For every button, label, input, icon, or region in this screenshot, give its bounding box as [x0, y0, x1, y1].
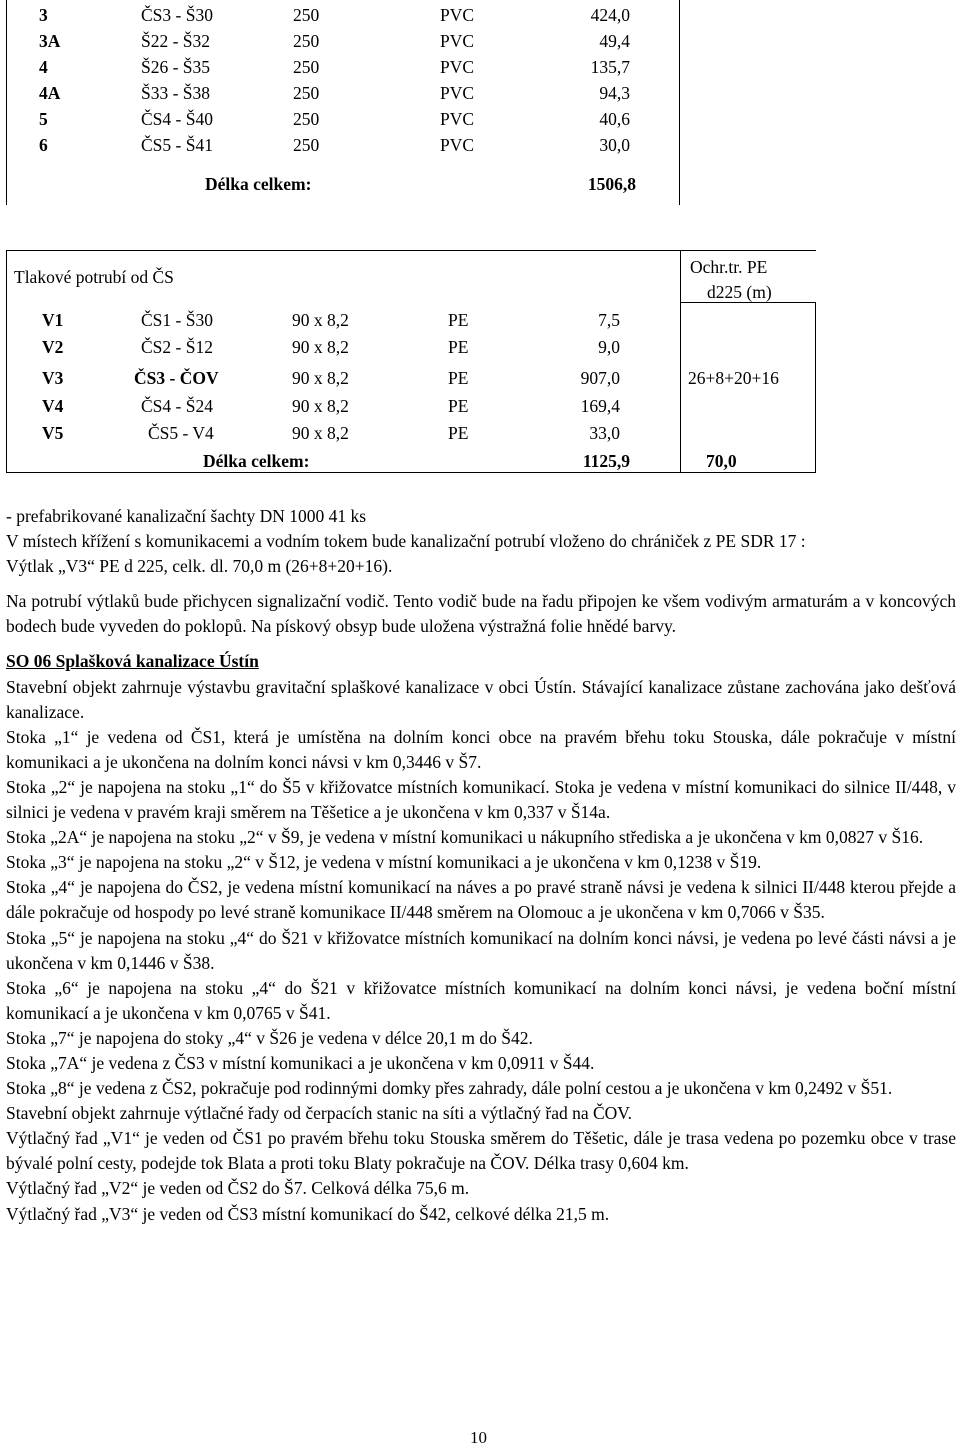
row-dn: 250: [293, 31, 320, 51]
row-id: 3: [39, 5, 48, 25]
row-section: ČS3 - ČOV: [134, 368, 219, 388]
row-material: PE: [448, 337, 469, 357]
row-length: 30,0: [599, 135, 630, 155]
row-id: 5: [39, 109, 48, 129]
row-material: PVC: [440, 83, 475, 103]
table-border-top: [6, 250, 816, 251]
row-dim: 90 x 8,2: [292, 368, 349, 388]
table-column-divider: [680, 250, 681, 472]
paragraph: Stoka „7A“ je vedena z ČS3 v místní komunikaci a je ukončena v km 0,0911 v Š44.: [6, 1052, 595, 1073]
paragraph: Výtlačný řad „V3“ je veden od ČS3 místní komunikací do Š42, celkové délka 21,5 m.: [6, 1203, 610, 1224]
row-section: ČS3 - Š30: [141, 5, 213, 25]
row-dn: 250: [293, 109, 320, 129]
row-id: V4: [42, 396, 64, 416]
row-id: V3: [42, 368, 64, 388]
row-dim: 90 x 8,2: [292, 396, 349, 416]
row-length: 907,0: [580, 368, 620, 388]
row-section: ČS4 - Š24: [141, 396, 213, 416]
row-id: V1: [42, 310, 64, 330]
row-section: ČS5 - Š41: [141, 135, 213, 155]
total-value: 1125,9: [582, 451, 630, 471]
row-id: V2: [42, 337, 64, 357]
row-dim: 90 x 8,2: [292, 310, 349, 330]
paragraph: Stoka „5“ je napojena na stoku „4“ do Š21 v křižovatce místních komunikací na dolním konci návsi, je vedena po levé části návsi a je ukončena v km 0,1446 v Š38.: [6, 927, 956, 973]
row-dn: 250: [293, 57, 320, 77]
table-border-bottom: [6, 472, 816, 473]
row-length: 7,5: [598, 310, 620, 330]
paragraph: Stavební objekt zahrnuje výtlačné řady od čerpacích stanic na síti a výtlačný řad na ČOV.: [6, 1103, 633, 1124]
paragraph: Výtlačný řad „V2“ je veden od ČS2 do Š7. Celková délka 75,6 m.: [6, 1178, 470, 1199]
row-material: PE: [448, 396, 469, 416]
paragraph: Stoka „1“ je vedena od ČS1, která je umístěna na dolním konci obce na pravém břehu toku Stouska, dále pokračuje v místní komunikaci a je ukončena na dolním konci návsi v km 0,3446 v Š7.: [6, 726, 956, 772]
row-section: ČS1 - Š30: [141, 310, 213, 330]
paragraph: Stavební objekt zahrnuje výstavbu gravitační splaškové kanalizace v obci Ústín. Stávající kanalizace zůstane zachována jako dešťová kanalizace.: [6, 676, 956, 722]
table-border-right: [815, 302, 816, 472]
row-section: ČS5 - V4: [148, 423, 214, 443]
row-section: ČS4 - Š40: [141, 109, 213, 129]
paragraph: Stoka „4“ je napojena do ČS2, je vedena místní komunikací na náves a po pravé straně návsi je vedena k silnici II/448 kterou přejde a dále pokračuje od hospody po levé straně komunikace II/448 směrem na Olomouc a je ukončena v km 0,7066 v Š35.: [6, 877, 956, 923]
row-length: 169,4: [580, 396, 620, 416]
paragraph: Stoka „7“ je napojena do stoky „4“ v Š26 je vedena v délce 20,1 m do Š42.: [6, 1027, 533, 1048]
paragraph: Stoka „6“ je napojena na stoku „4“ do Š21 v křižovatce místních komunikací na dolním konci návsi, je vedena boční místní komunikací a je ukončena v km 0,0765 v Š41.: [6, 977, 956, 1023]
total-extra: 70,0: [706, 451, 737, 471]
row-extra: 26+8+20+16: [688, 368, 779, 388]
paragraph: V místech křížení s komunikacemi a vodním tokem bude kanalizační potrubí vloženo do chrániček z PE SDR 17 :: [6, 531, 806, 552]
row-section: ČS2 - Š12: [141, 337, 213, 357]
section-heading: SO 06 Splašková kanalizace Ústín: [6, 651, 259, 672]
row-length: 49,4: [599, 31, 630, 51]
paragraph: Stoka „2“ je napojena na stoku „1“ do Š5 v křižovatce místních komunikací. Stoka je vedena v místní komunikaci do silnice II/448, v silnici je vedena v pravém kraji směrem na Těšetice a je ukončena v km 0,337 v Š14a.: [6, 776, 956, 823]
row-material: PVC: [440, 31, 475, 51]
row-section: Š26 - Š35: [141, 57, 211, 77]
row-section: Š33 - Š38: [141, 83, 211, 103]
row-material: PVC: [440, 135, 475, 155]
row-section: Š22 - Š32: [141, 31, 211, 51]
row-length: 33,0: [589, 423, 620, 443]
row-dn: 250: [293, 83, 320, 103]
row-id: 4: [39, 57, 48, 77]
row-length: 9,0: [598, 337, 620, 357]
paragraph: Výtlačný řad „V1“ je veden od ČS1 po pravém břehu toku Stouska směrem do Těšetic, dále je trasa vedena po pozemku obce v trase bývalé polní cesty, podejde tok Blata a proti toku Blaty pokračuje na ČOV. Délka trasy 0,604 km.: [6, 1128, 956, 1174]
row-material: PE: [448, 368, 469, 388]
row-length: 424,0: [590, 5, 630, 25]
table-border-left: [6, 0, 7, 205]
gravity-pipe-table: [0, 0, 680, 205]
extra-header-line-2: d225 (m): [707, 282, 772, 302]
paragraph: Na potrubí výtlaků bude přichycen signalizační vodič. Tento vodič bude na řadu připojen ke všem vodivým armaturám a v koncových bodech bude vyveden do poklopů. Na pískový obsyp bude uložena výstražná folie hnědé barvy.: [6, 591, 956, 637]
row-dn: 250: [293, 5, 320, 25]
row-dim: 90 x 8,2: [292, 337, 349, 357]
total-label: Délka celkem:: [205, 174, 312, 194]
paragraph: Stoka „3“ je napojena na stoku „2“ v Š12, je vedena v místní komunikaci a je ukončena v km 0,1238 v Š19.: [6, 852, 762, 873]
paragraph: Stoka „8“ je vedena z ČS2, pokračuje pod rodinnými domky přes zahrady, dále polní cestou a je ukončena v km 0,2492 v Š51.: [6, 1078, 893, 1099]
row-length: 40,6: [599, 109, 630, 129]
paragraph: - prefabrikované kanalizační šachty DN 1000 41 ks: [6, 506, 367, 526]
row-id: 6: [39, 135, 48, 155]
row-id: 3A: [39, 31, 61, 51]
row-dn: 250: [293, 135, 320, 155]
table-title: Tlakové potrubí od ČS: [14, 267, 174, 287]
row-material: PVC: [440, 109, 475, 129]
row-material: PVC: [440, 5, 475, 25]
row-length: 94,3: [599, 83, 630, 103]
row-material: PVC: [440, 57, 475, 77]
row-dim: 90 x 8,2: [292, 423, 349, 443]
row-id: 4A: [39, 83, 61, 103]
row-length: 135,7: [590, 57, 630, 77]
pressure-pipe-table: [0, 250, 820, 480]
paragraph: Výtlak „V3“ PE d 225, celk. dl. 70,0 m (26+8+20+16).: [6, 556, 393, 577]
row-id: V5: [42, 423, 64, 443]
table-border-left: [6, 250, 7, 472]
extra-header-line-1: Ochr.tr. PE: [690, 257, 768, 277]
page-number: 10: [470, 1428, 487, 1447]
total-value: 1506,8: [587, 174, 636, 194]
paragraph: Stoka „2A“ je napojena na stoku „2“ v Š9, je vedena v místní komunikaci u nákupního střediska a je ukončena v km 0,0827 v Š16.: [6, 827, 924, 848]
row-material: PE: [448, 423, 469, 443]
row-material: PE: [448, 310, 469, 330]
total-label: Délka celkem:: [203, 451, 310, 471]
body-text: [6, 504, 956, 1227]
table-border-right: [679, 0, 680, 205]
